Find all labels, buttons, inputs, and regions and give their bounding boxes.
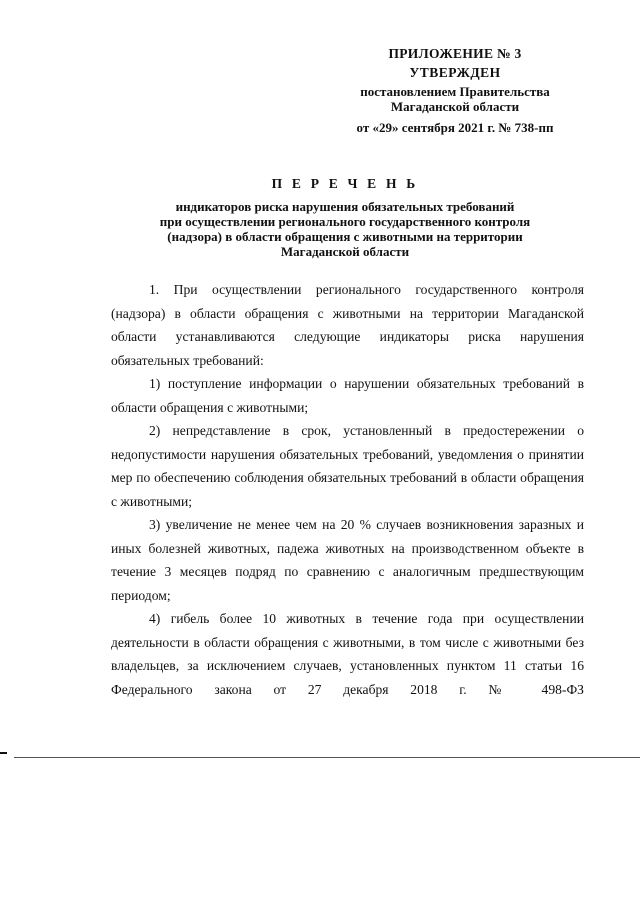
heading-line-4: Магаданской области <box>280 244 410 259</box>
page-divider <box>14 757 640 758</box>
paragraph-2: 1) поступление информации о нарушении обязательных требований в области обращения с животными; <box>111 376 584 415</box>
paragraph-1: 1. При осуществлении регионального государственного контроля (надзора) в области обращения с животными на территории Магаданской области устанавливаются следующие индикаторы риска нарушения обязательных требований: <box>111 282 584 368</box>
approval-block <box>330 46 580 135</box>
paragraph-4: 3) увеличение не менее чем на 20 % случаев возникновения заразных и иных болезней животных, падежа животных на производственном объекте в течение 3 месяцев подряд по сравнению с аналогичным предшествующим периодом; <box>111 517 584 603</box>
document-heading <box>100 176 590 259</box>
approval-line-1: постановлением Правительства <box>360 84 550 99</box>
approved-label: УТВЕРЖДЕН <box>409 65 501 80</box>
heading-line-3: (надзора) в области обращения с животными на территории <box>167 229 523 244</box>
scan-edge-mark <box>0 752 7 754</box>
document-body <box>111 278 584 701</box>
approval-line-2: Магаданской области <box>390 99 520 114</box>
approval-date: от «29» сентября 2021 г. № 738-пп <box>356 120 554 135</box>
paragraph-3: 2) непредставление в срок, установленный в предостережении о недопустимости нарушения обязательных требований, уведомления о принятии мер по обеспечению соблюдения обязательных требований в области обращения с животными; <box>111 423 584 509</box>
paragraph-5: 4) гибель более 10 животных в течение года при осуществлении деятельности в области обращения с животными, в том числе с животными без владельцев, за исключением случаев, установленных пунктом 11 статьи 16 Федерального закона от 27 декабря 2018 г. № 498-ФЗ <box>111 611 584 697</box>
document-title: П Е Р Е Ч Е Н Ь <box>271 176 419 191</box>
heading-line-1: индикаторов риска нарушения обязательных требований <box>175 199 515 214</box>
appendix-title: ПРИЛОЖЕНИЕ № 3 <box>388 46 522 61</box>
heading-line-2: при осуществлении регионального государственного контроля <box>159 214 531 229</box>
